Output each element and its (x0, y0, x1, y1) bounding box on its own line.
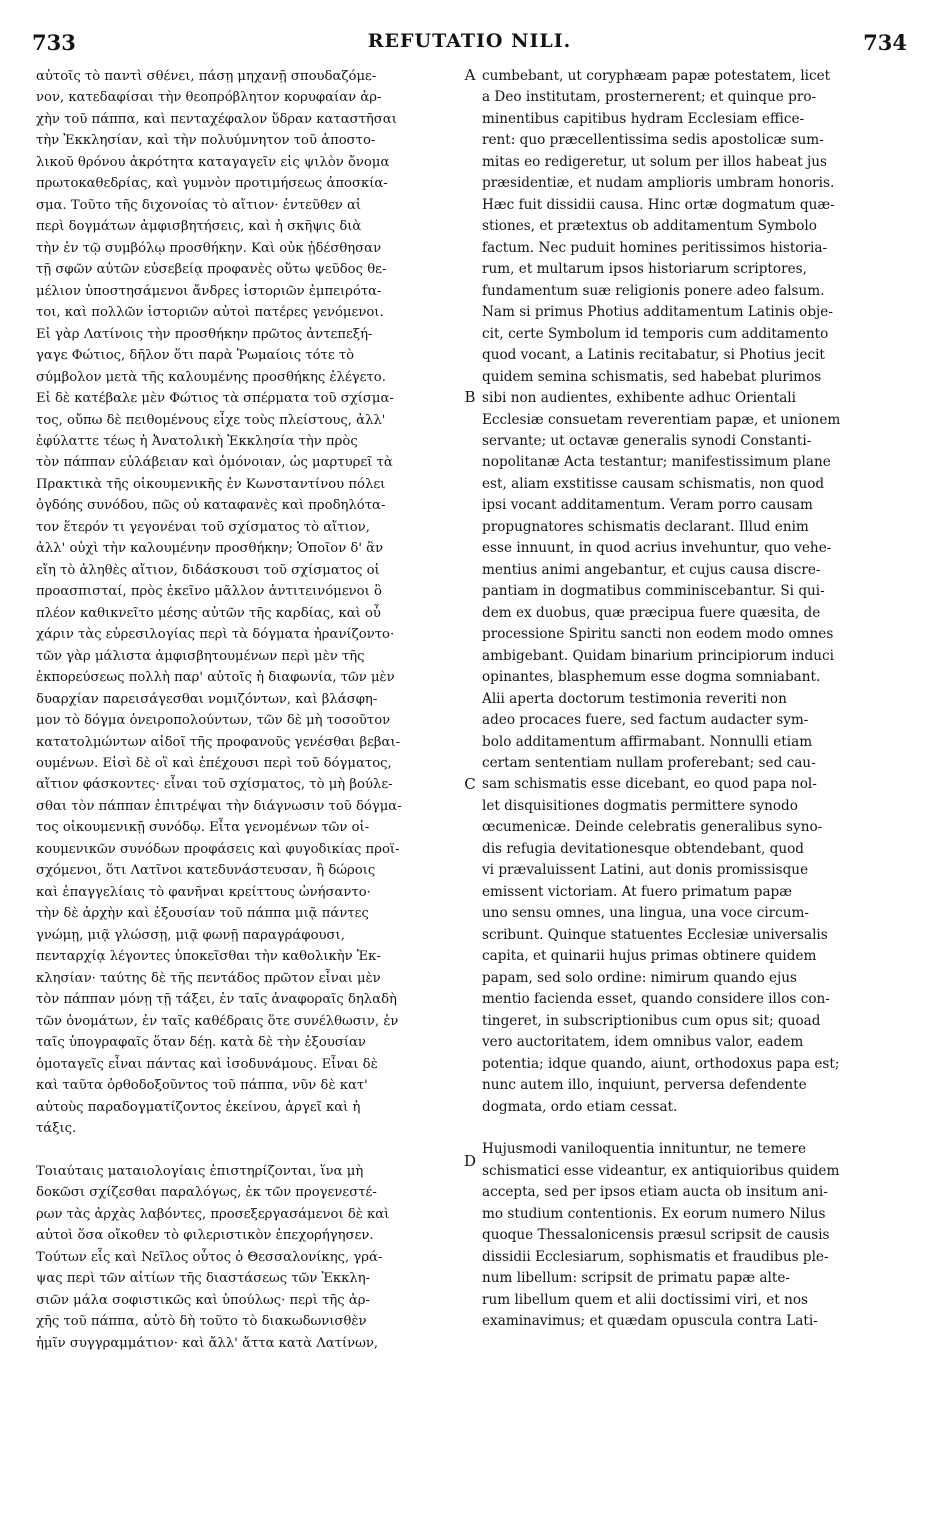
latin-text-line: dem ex duobus, quæ præcipua fuere quæsita, de (482, 604, 821, 621)
greek-text-line: γνώμῃ, μιᾷ γλώσσῃ, μιᾷ φωνῇ παραγράφουσι, (36, 927, 345, 943)
latin-text-line: dis refugia devitationesque obtendebant, quod (482, 840, 804, 857)
greek-text-line: εἴη τὸ ἀληθὲς αἴτιον, διδάσκουσι τοῦ σχίσματος οἱ (36, 562, 380, 578)
latin-text-line: bolo additamentum affirmabant. Nonnulli etiam (482, 733, 813, 750)
greek-text-line: σμα. Τοῦτο τῆς διχονοίας τὸ αἴτιον· ἐντεῦθεν αἱ (36, 197, 362, 213)
latin-text-line: pantiam in dogmatibus comminiscebantur. Si qui- (482, 583, 825, 600)
latin-text-line: est, aliam exstitisse causam schismatis, non quod (482, 475, 825, 492)
greek-text-line: ἐφύλαττε τέως ἡ Ἀνατολικὴ Ἐκκλησία τὴν πρὸς (36, 433, 358, 449)
latin-text-line: capita, et quinarii hujus primas obtinere quidem (482, 948, 817, 965)
greek-text-line: Εἰ γὰρ Λατίνοις τὴν προσθήκην πρῶτος ἀντεπεξή- (36, 326, 373, 342)
greek-text-line: τὴν Ἐκκλησίαν, καὶ τὴν πολυύμνητον τοῦ ἀποστο- (36, 133, 376, 149)
margin-marker-b: B (464, 388, 476, 406)
greek-text-line: νον, κατεδαφίσαι τὴν θεοπρόβλητον κορυφαίαν ἀρ- (36, 90, 382, 106)
latin-text-line: mentius animi angebantur, et cujus causa discre- (482, 561, 821, 578)
latin-text-line: nunc autem illo, inquiunt, perversa defendente (482, 1077, 807, 1094)
latin-text-line: papam, sed solo ordine: nimirum quando ejus (482, 969, 797, 986)
latin-text-line: propugnatores schismatis declarant. Illud enim (482, 518, 809, 535)
greek-text-line: ἡμῖν συγγραμμάτιον· καὶ ἄλλ' ἄττα κατὰ Λατίνων, (36, 1335, 379, 1351)
greek-text-line: περὶ δογμάτων ἀμφισβητήσεις, καὶ ἡ σκῆψις διὰ (36, 219, 362, 235)
greek-text-line: τος οἰκουμενικῇ συνόδῳ. Εἶτα γενομένων τῶν οἰ- (36, 820, 370, 836)
greek-text-line: ἐκπορεύσεως πολλὴ παρ' αὐτοῖς ἡ διαφωνία, τῶν μὲν (36, 670, 395, 686)
latin-text-line: factum. Nec puduit homines peritissimos historia- (482, 239, 828, 256)
latin-text-line: mentio facienda esset, quando considere illos con- (482, 991, 830, 1008)
greek-text-line: κουμενικῶν συνόδων προφάσεις καὶ φυγοδικίας προϊ- (36, 841, 400, 857)
latin-text-line: servante; ut octavæ generalis synodi Constanti- (482, 432, 812, 449)
paragraph-gap (36, 1139, 458, 1160)
margin-marker-c: C (464, 775, 476, 793)
greek-text-line: Τοιαύταις ματαιολογίαις ἐπιστηρίζονται, ἵνα μὴ (36, 1163, 364, 1179)
greek-text-line: τὸν πάππαν εὐλάβειαν καὶ ὁμόνοιαν, ὡς μαρτυρεῖ τὰ (36, 455, 393, 471)
latin-text-line: vero auctoritatem, idem omnibus valor, eadem (482, 1034, 804, 1051)
greek-text-line: χάριν τὰς εὑρεσιλογίας περὶ τὰ δόγματα ἠρανίζοντο· (36, 627, 395, 643)
greek-text-line: τοι, καὶ πολλῶν ἱστοριῶν αὐτοὶ πατέρες γενόμενοι. (36, 305, 384, 321)
greek-text-line: προασπισταί, πρὸς ἐκεῖνο μᾶλλον ἀντιτεινόμενοι ὃ (36, 584, 382, 600)
latin-text-line: fundamentum suæ religionis ponere adeo falsum. (482, 282, 825, 299)
latin-text-line: tingeret, in subscriptionibus cum opus sit; quoad (482, 1012, 821, 1029)
latin-text-line: ambigebant. Quidam binarium principiorum induci (482, 647, 834, 664)
greek-text-line: δυαρχίαν παρεισάγεσθαι νομιζόντων, καὶ βλάσφη- (36, 691, 378, 707)
greek-text-line: κατατολμώντων αἰδοῖ τῆς προφανοῦς γενέσθαι βεβαι- (36, 734, 401, 750)
greek-text-line: μον τὸ δόγμα ὀνειροπολούντων, τῶν δὲ μὴ τοσοῦτον (36, 713, 391, 729)
latin-text-line: quoque Thessalonicensis præsul scripsit de causis (482, 1227, 830, 1244)
latin-text-line: sibi non audientes, exhibente adhuc Orientali (482, 390, 796, 407)
greek-text-line: κλησίαν· ταύτης δὲ τῆς πεντάδος πρῶτον εἶναι μὲν (36, 970, 381, 986)
greek-text-line: δοκῶσι σχίζεσθαι παραλόγως, ἐκ τῶν προγενεστέ- (36, 1185, 377, 1201)
greek-text-line: Εἰ δὲ κατέβαλε μὲν Φώτιος τὰ σπέρματα τοῦ σχίσμα- (36, 391, 394, 407)
latin-text-line: Hujusmodi vaniloquentia innituntur, ne temere (482, 1141, 807, 1158)
latin-text-line: vi prævaluissent Latini, aut donis promissisque (482, 862, 809, 879)
latin-text-line: adeo procaces fuere, sed factum audacter sym- (482, 712, 809, 729)
latin-text-line: a Deo institutam, prosternerent; et quinque pro- (482, 89, 817, 106)
greek-text-line: τῇ σφῶν αὐτῶν εὐσεβείᾳ προφανὲς οὕτω ψεῦδος θε- (36, 262, 387, 278)
latin-text-line: opinantes, blasphemum esse dogma somniabant. (482, 669, 821, 686)
latin-text-line: quod vocant, a Latinis recitabatur, si Photius jecit (482, 347, 825, 364)
latin-text-line: Alii aperta doctorum testimonia reveriti non (482, 690, 787, 707)
greek-text-line: γαγε Φώτιος, δῆλον ὅτι παρὰ Ῥωμαίοις τότε τὸ (36, 348, 355, 364)
latin-text-line: sam schismatis esse dicebant, eo quod papa nol- (482, 776, 817, 793)
greek-text-line: τάξις. (36, 1120, 77, 1136)
margin-marker-a: A (464, 66, 476, 84)
latin-text-line: examinavimus; et quædam opuscula contra Lati- (482, 1313, 818, 1330)
greek-text-line: Τούτων εἷς καὶ Νεῖλος οὗτος ὁ Θεσσαλονίκης, γρά- (36, 1249, 383, 1265)
greek-text-line: μέλιον ὑποστησάμενοι ἄνδρες ἱστοριῶν ἐμπειρότα- (36, 283, 382, 299)
paragraph-gap (482, 1118, 906, 1139)
greek-text-line: ὁμοταγεῖς εἶναι πάντας καὶ ἰσοδυνάμους. Εἶναι δὲ (36, 1056, 378, 1072)
greek-text-line: πρωτοκαθεδρίας, καὶ γυμνὸν προτιμήσεως ἀποσκία- (36, 176, 388, 192)
latin-text-line: emissent victoriam. At fuero primatum papæ (482, 883, 793, 900)
latin-text-line: dissidii Ecclesiarum, sophismatis et fraudibus ple- (482, 1248, 829, 1265)
latin-text-line: ipsi vocant additamentum. Veram porro causam (482, 497, 813, 514)
greek-text-line: σιῶν μάλα σοφιστικῶς καὶ ὑπούλως· περὶ τῆς ἀρ- (36, 1292, 370, 1308)
greek-text-line: ψας περὶ τῶν αἰτίων τῆς διαστάσεως τῶν Ἐκκλη- (36, 1271, 371, 1287)
latin-text-line: dogmata, ordo etiam cessat. (482, 1098, 678, 1115)
latin-text-line: rent: quo præcellentissima sedis apostolicæ sum- (482, 132, 824, 149)
greek-text-line: ρων τὰς ἀρχὰς λαβόντες, προσεξεργασάμενοι δὲ καὶ (36, 1206, 390, 1222)
greek-text-line: τος, οὔπω δὲ πειθομένους εἶχε τοὺς πλείστους, ἀλλ' (36, 412, 386, 428)
latin-text-line: rum, et multarum ipsos historiarum scriptores, (482, 261, 807, 278)
greek-text-line: ἀλλ' οὐχὶ τὴν καλουμένην προσθήκην; Ὁποῖον δ' ἂν (36, 541, 384, 557)
greek-column (36, 66, 458, 1354)
latin-text-line: esse innuunt, in quod acrius invehuntur, quo vehe- (482, 540, 832, 557)
greek-text-line: ταῖς ὑπογραφαῖς ὅταν δέῃ. κατὰ δὲ τὴν ἐξουσίαν (36, 1035, 366, 1051)
greek-text-line: σχόμενοι, ὅτι Λατῖνοι κατεδυνάστευσαν, ἢ δώροις (36, 863, 376, 879)
page-number-left: 733 (32, 30, 76, 55)
latin-text-line: minentibus capitibus hydram Ecclesiam effice- (482, 110, 805, 127)
latin-text-line: nopolitanæ Acta testantur; manifestissimum plane (482, 454, 831, 471)
latin-text-line: præsidentiæ, et nudam amplioris umbram honoris. (482, 175, 835, 192)
greek-text-line: τῶν ὀνομάτων, ἐν ταῖς καθέδραις ὅτε συνέλθωσιν, ἐν (36, 1013, 399, 1029)
running-title: REFUTATIO NILI. (367, 30, 572, 52)
greek-text-line: τὸν πάππαν μόνῃ τῇ τάξει, ἐν ταῖς ἀναφοραῖς δηλαδὴ (36, 992, 397, 1008)
greek-text-line: καὶ ταῦτα ὀρθοδοξοῦντος τοῦ πάππα, νῦν δὲ κατ' (36, 1078, 368, 1094)
greek-text-line: τὴν δὲ ἀρχὴν καὶ ἐξουσίαν τοῦ πάππα μιᾷ πάντες (36, 906, 369, 922)
greek-text-line: ουμένων. Εἰσὶ δὲ οἳ καὶ ἐπέχουσι περὶ τοῦ δόγματος, (36, 756, 392, 771)
greek-text-line: χὴν τοῦ πάππα, καὶ πενταχέφαλον ὕδραν καταστῆσαι (36, 111, 397, 127)
latin-text-line: processione Spiritu sancti non eodem modo omnes (482, 626, 834, 643)
latin-text-line: uno sensu omnes, una lingua, una voce circum- (482, 905, 810, 922)
latin-text-line: rum libellum quem et alii doctissimi viri, et nos (482, 1291, 809, 1308)
latin-text-line: œcumenicæ. Deinde celebratis generalibus syno- (482, 819, 823, 836)
latin-text-line: mo studium contentionis. Ex eorum numero Nilus (482, 1205, 826, 1222)
latin-text-line: num libellum: scripsit de primatu papæ alte- (482, 1270, 790, 1287)
latin-text-line: certam sententiam nullam proferebant; sed cau- (482, 755, 816, 771)
latin-text-line: quidem semina schismatis, sed habebat plurimos (482, 368, 822, 385)
greek-text-line: ὀγδόης συνόδου, πῶς οὐ καταφανὲς καὶ προδηλότα- (36, 498, 386, 514)
greek-text-line: τον ἕτερόν τι γεγονέναι τοῦ σχίσματος τὸ αἴτιον, (36, 519, 370, 535)
latin-text-line: scribunt. Quinque statuentes Ecclesiæ universalis (482, 926, 828, 943)
greek-text-line: πλέον καθικνεῖτο μέσης αὐτῶν τῆς καρδίας, καὶ οὗ (36, 605, 381, 621)
greek-text-line: καὶ ἐπαγγελίαις τὸ φανῆναι κρείττους ὠνήσαντο· (36, 884, 371, 900)
greek-text-line: αὐτοὶ ὅσα οἴκοθεν τὸ φιλεριστικὸν ἐπεχορήγησεν. (36, 1228, 374, 1244)
greek-text-line: τὴν ἐν τῷ συμβόλῳ προσθήκην. Καὶ οὐκ ᾐδέσθησαν (36, 240, 382, 256)
greek-text-line: πενταρχίᾳ λέγοντες ὑποκεῖσθαι τὴν καθολικὴν Ἐκ- (36, 949, 381, 965)
latin-text-line: potentia; idque quando, aiunt, orthodoxus papa est; (482, 1055, 840, 1072)
latin-text-line: Nam si primus Photius additamentum Latinis obje- (482, 304, 833, 321)
greek-text-line: τῶν γὰρ μάλιστα ἀμφισβητουμένων περὶ μὲν τῆς (36, 648, 365, 664)
latin-text-line: schismatici esse videantur, ex antiquioribus quidem (482, 1162, 840, 1179)
latin-text-line: Hæc fuit dissidii causa. Hinc ortæ dogmatum quæ- (482, 196, 835, 213)
greek-text-line: σθαι τὸν πάππαν ἐπιτρέψαι τὴν διάγνωσιν τοῦ δόγμα- (36, 798, 402, 814)
greek-text-line: λικοῦ θρόνου ἀκρότητα καταγαγεῖν εἰς ψιλὸν ὄνομα (36, 154, 390, 170)
latin-text-line: stiones, et prætextus ob additamentum Symbolo (482, 218, 817, 235)
latin-text-line: Ecclesiæ consuetam reverentiam papæ, et unionem (482, 411, 841, 428)
page-header (32, 30, 907, 60)
greek-text-line: αὐτοὺς παραδογματίζοντος ἐκείνου, ἀργεῖ καὶ ἡ (36, 1099, 361, 1115)
latin-text-line: accepta, sed per ipsos etiam aucta ob insitum ani- (482, 1184, 828, 1201)
greek-text-line: Πρακτικὰ τῆς οἰκουμενικῆς ἐν Κωνσταντίνου πόλει (36, 476, 386, 492)
greek-text-line: αὐτοῖς τὸ παντὶ σθένει, πάσῃ μηχανῇ σπουδαζόμε- (36, 69, 377, 84)
greek-text-line: σύμβολον μετὰ τῆς καλουμένης προσθήκης ἐλέγετο. (36, 369, 386, 385)
margin-marker-d: D (463, 1152, 477, 1170)
latin-column (482, 66, 906, 1333)
latin-text-line: cit, certe Symbolum id temporis cum additamento (482, 325, 829, 342)
latin-text-line: cumbebant, ut coryphæam papæ potestatem, licet (482, 68, 831, 84)
greek-text-line: αἴτιον φάσκοντες· εἶναι τοῦ σχίσματος, τὸ μὴ βούλε- (36, 777, 393, 793)
latin-text-line: mitas eo redigeretur, ut solum per illos habeat jus (482, 153, 827, 170)
latin-text-line: let disquisitiones dogmatis permittere synodo (482, 797, 798, 814)
page-number-right: 734 (863, 30, 907, 55)
greek-text-line: χῆς τοῦ πάππα, αὐτὸ δὴ τοῦτο τὸ διακωδωνισθὲν (36, 1314, 367, 1330)
